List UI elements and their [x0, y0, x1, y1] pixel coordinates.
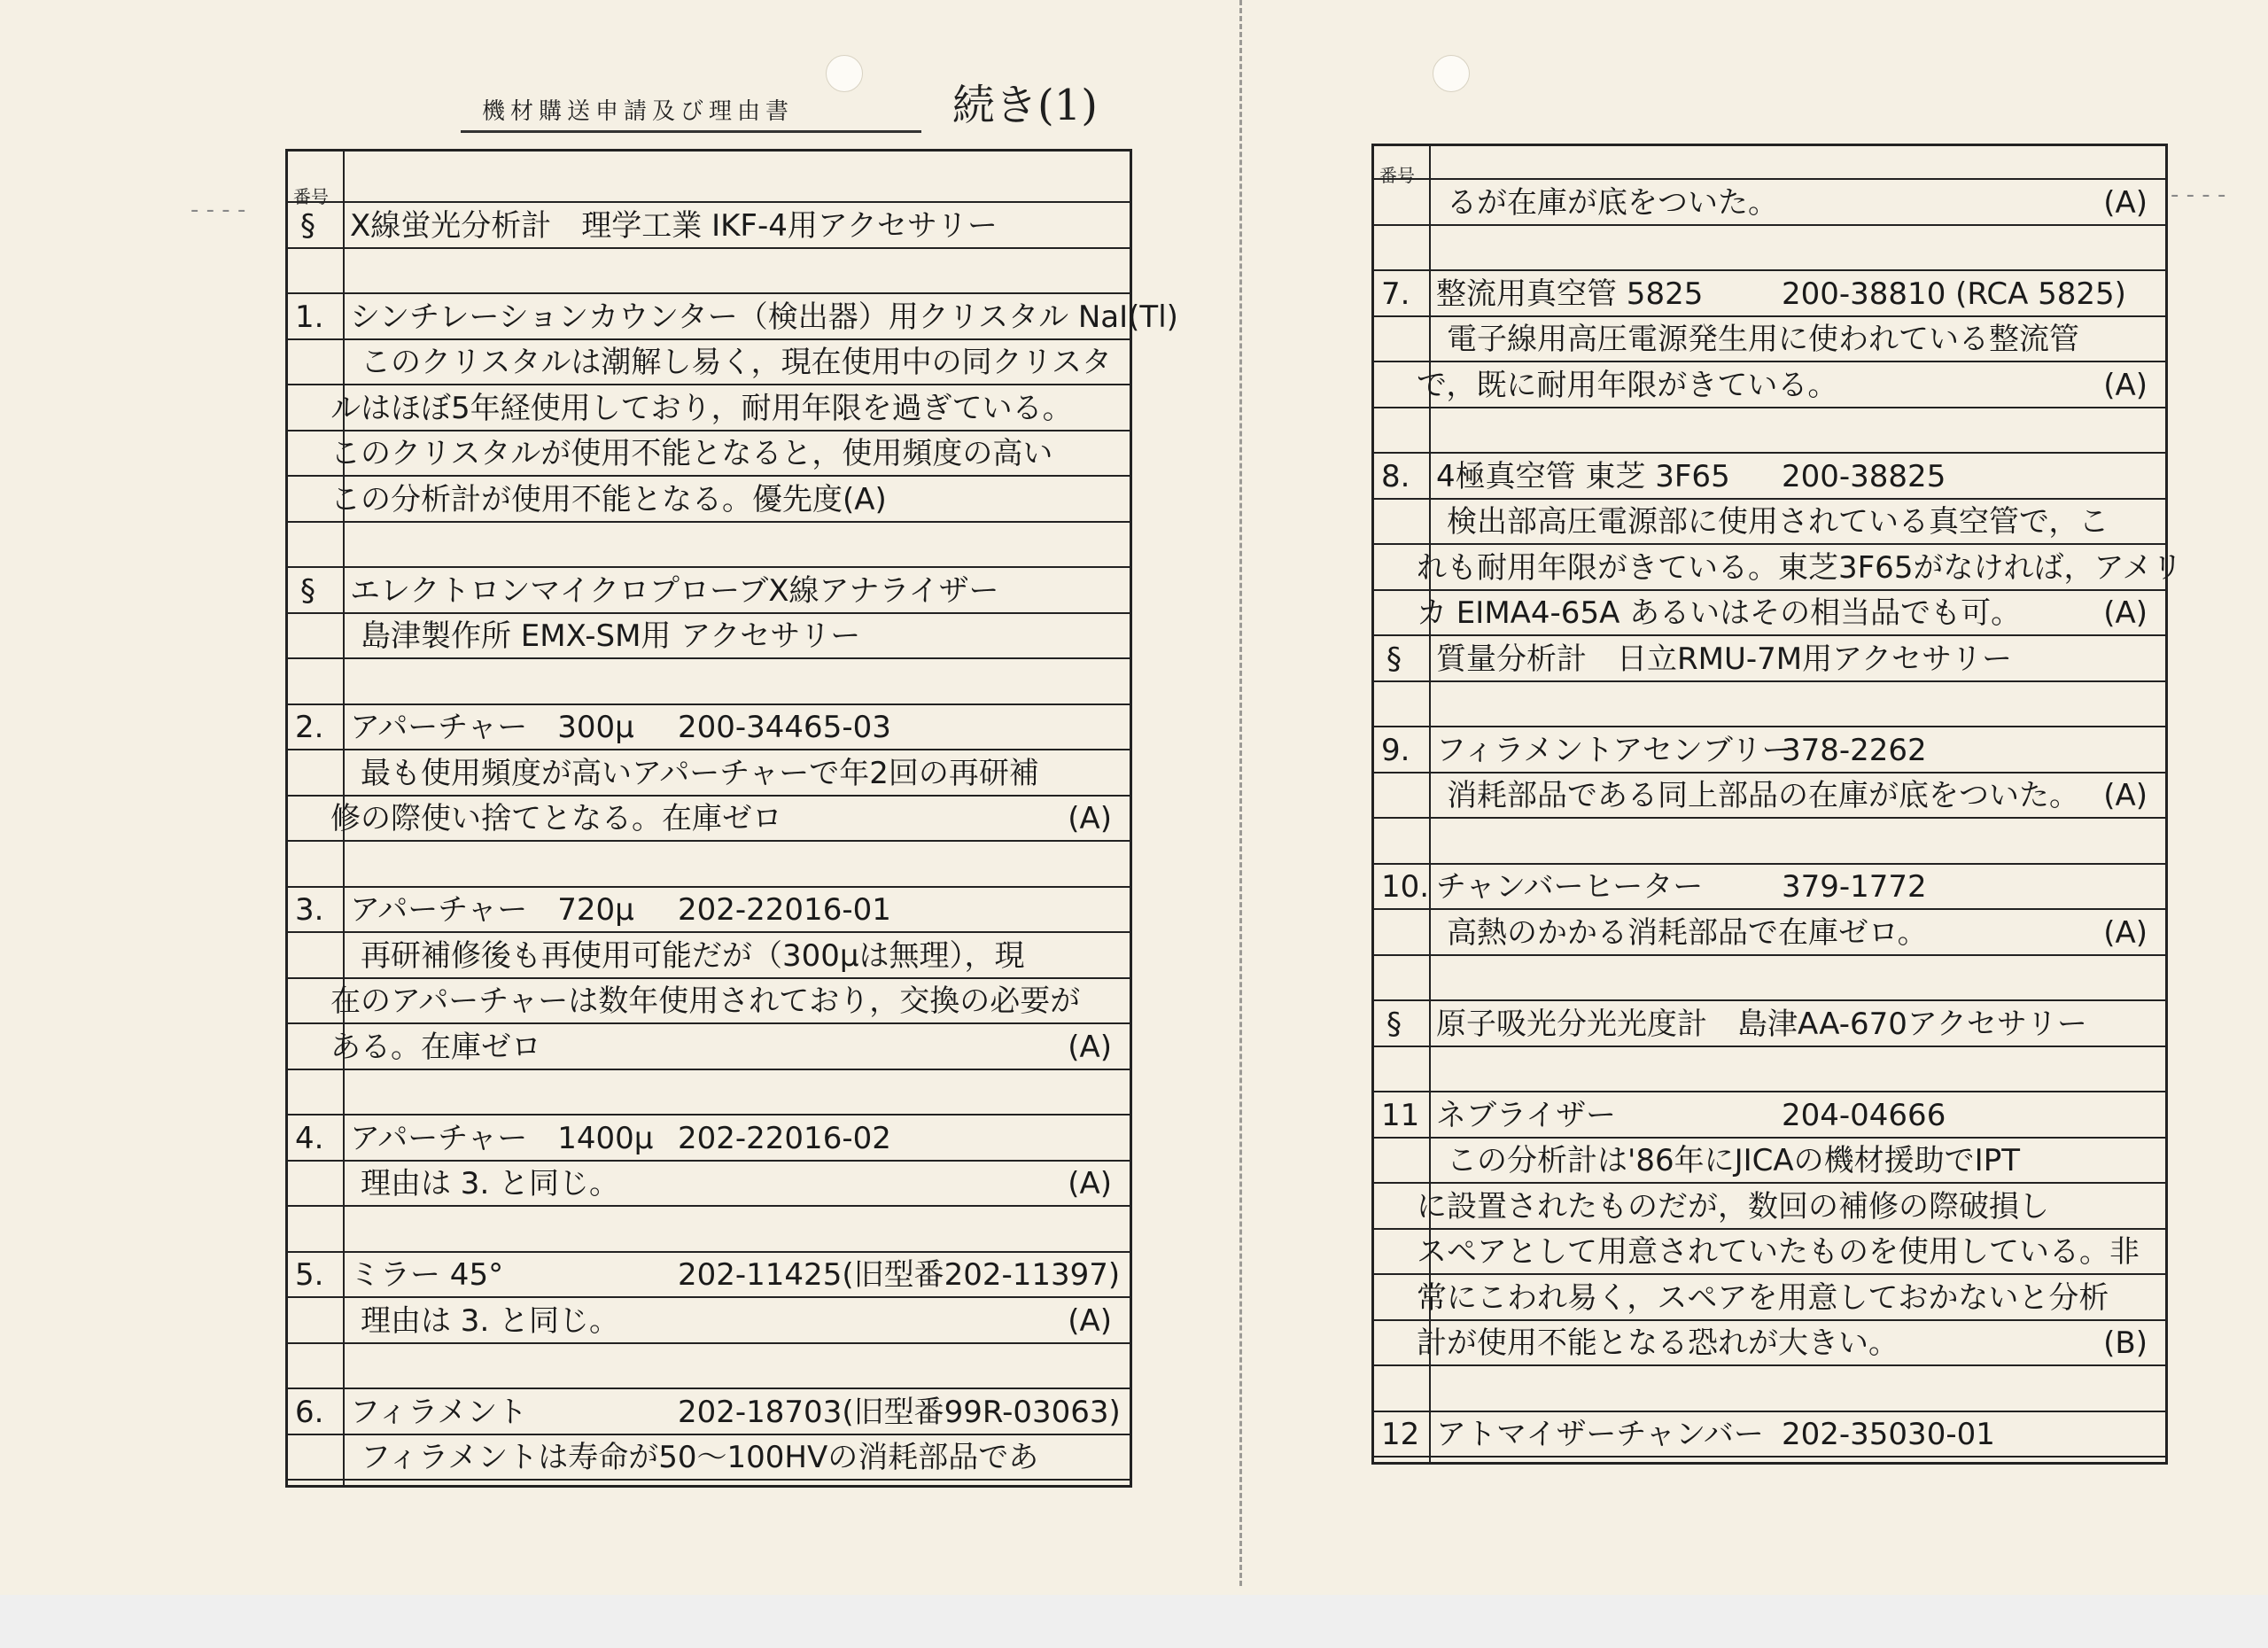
text-row: [1374, 1325, 2165, 1361]
ruled-line: [1374, 224, 2165, 226]
item-number: 10.: [1381, 869, 1430, 906]
priority-mark: (A): [2103, 367, 2148, 403]
priority-mark: (A): [2103, 914, 2148, 951]
ruled-line: [1374, 452, 2165, 454]
ruled-line: [288, 1205, 1130, 1207]
ruled-line: [288, 1160, 1130, 1162]
item-number: 1.: [295, 299, 324, 335]
line-text: フィラメントは寿命が50～100HVの消耗部品であ: [361, 1440, 1039, 1476]
item-row: [288, 892, 1130, 928]
ruled-line: [1374, 1091, 2165, 1092]
line-text: アパーチャー 1400μ: [350, 1120, 654, 1156]
item-number: 2.: [295, 710, 324, 746]
line-text: 修の際使い捨てとなる。在庫ゼロ: [330, 801, 782, 837]
form-title: 機材購送申請及び理由書: [482, 98, 795, 125]
text-row: [288, 1030, 1130, 1065]
ruled-line: [288, 1388, 1130, 1389]
ruled-line: [288, 1251, 1130, 1253]
ruled-line: [1374, 999, 2165, 1001]
line-text: 検出部高圧電源部に使用されている真空管で，こ: [1447, 504, 2109, 540]
text-row: [1374, 595, 2165, 631]
text-row: [288, 527, 1130, 563]
text-row: [1374, 687, 2165, 722]
line-text: 在のアパーチャーは数年使用されており，交換の必要が: [330, 983, 1081, 1020]
line-text: カ EIMA4-65A あるいはその相当品でも可。: [1417, 595, 2022, 632]
ruled-line: [288, 1296, 1130, 1298]
line-text: 最も使用頻度が高いアパーチャーで年2回の再研補: [361, 755, 1039, 791]
item-number: 3.: [295, 892, 324, 929]
text-row: [288, 1075, 1130, 1110]
item-number: 12: [1381, 1417, 1420, 1453]
part-number: 200-38825: [1782, 458, 1946, 494]
ruled-line: [288, 521, 1130, 523]
priority-mark: (A): [2103, 595, 2148, 632]
line-text: 原子吸光分光光度計 島津AA-670アクセサリー: [1436, 1006, 2087, 1042]
item-number: §: [300, 207, 315, 244]
priority-mark: (A): [1068, 1029, 1112, 1065]
section-row: [288, 573, 1130, 609]
line-text: 4極真空管 東芝 3F65: [1436, 458, 1730, 494]
part-number: 200-38810 (RCA 5825): [1782, 276, 2126, 312]
ruled-line: [288, 840, 1130, 842]
text-row: [288, 665, 1130, 700]
item-number: 7.: [1381, 276, 1410, 312]
priority-mark: (A): [2103, 184, 2148, 221]
text-row: [1374, 960, 2165, 996]
text-row: [1374, 230, 2165, 266]
ruled-line: [288, 886, 1130, 888]
line-text: ネブライザー: [1436, 1097, 1616, 1133]
text-row: [1374, 1052, 2165, 1087]
priority-mark: (A): [2103, 778, 2148, 814]
ruled-line: [288, 338, 1130, 340]
ruled-line: [288, 1022, 1130, 1024]
item-row: [1374, 1098, 2165, 1133]
text-row: [288, 1440, 1130, 1475]
ruled-line: [288, 201, 1130, 203]
ruled-line: [288, 292, 1130, 294]
ruled-line: [288, 566, 1130, 568]
item-number: 6.: [295, 1394, 324, 1430]
line-text: このクリスタルが使用不能となると，使用頻度の高い: [330, 436, 1053, 472]
text-row: [1374, 824, 2165, 859]
priority-mark: (A): [1068, 1166, 1112, 1202]
ruled-line: [1374, 315, 2165, 317]
part-number: 204-04666: [1782, 1097, 1946, 1133]
ruled-line: [288, 704, 1130, 705]
line-text: 質量分析計 日立RMU-7M用アクセサリー: [1436, 641, 2013, 677]
ruled-line: [1374, 1182, 2165, 1184]
ruled-line: [288, 430, 1130, 431]
line-text: X線蛍光分析計 理学工業 IKF-4用アクセサリー: [350, 207, 998, 244]
part-number: 202-35030-01: [1782, 1417, 1995, 1453]
line-text: シンチレーションカウンター（検出器）用クリスタル NaI(Tl): [350, 299, 1178, 335]
line-text: 高熱のかかる消耗部品で在庫ゼロ。: [1447, 914, 1928, 951]
line-text: アトマイザーチャンバー: [1436, 1417, 1764, 1453]
line-text: ミラー 45°: [350, 1257, 504, 1294]
left-form-sheet: [285, 149, 1178, 1488]
scanner-bed-edge: [0, 1595, 2268, 1648]
part-number: 202-22016-01: [678, 892, 891, 929]
part-number: 378-2262: [1782, 732, 1927, 768]
line-text: 理由は 3. と同じ。: [361, 1166, 620, 1202]
ruled-line: [1374, 863, 2165, 865]
ruled-line: [1374, 407, 2165, 408]
line-text: で，既に耐用年限がきている。: [1417, 367, 1838, 403]
line-text: るが在庫が底をついた。: [1447, 184, 1778, 221]
priority-mark: (B): [2103, 1325, 2148, 1362]
item-number: §: [1386, 1006, 1402, 1042]
text-row: [288, 436, 1130, 471]
ruled-line: [1374, 269, 2165, 271]
item-number: 9.: [1381, 732, 1410, 768]
text-row: [1374, 549, 2183, 586]
right-form-sheet: [1371, 144, 2183, 1465]
ruled-line: [1374, 1411, 2165, 1412]
item-number: §: [300, 572, 315, 609]
item-row: [288, 1121, 1130, 1156]
ruled-line: [288, 795, 1130, 797]
section-row: [1374, 1007, 2165, 1042]
text-row: [288, 983, 1130, 1019]
punch-hole-right: [1433, 55, 1470, 92]
line-text: 理由は 3. と同じ。: [361, 1302, 620, 1339]
center-fold-line: [1239, 0, 1242, 1586]
text-row: [288, 1212, 1130, 1248]
section-row: [288, 208, 1130, 244]
text-row: [288, 938, 1130, 974]
ruled-line: [288, 475, 1130, 477]
line-text: この分析計が使用不能となる。優先度(A): [330, 481, 887, 517]
ruled-line: [288, 1479, 1130, 1481]
section-row: [1374, 641, 2165, 677]
text-row: [1374, 778, 2165, 813]
text-row: [1374, 1372, 2165, 1407]
ruled-line: [1374, 1364, 2165, 1366]
ruled-line: [1374, 178, 2165, 180]
line-text: エレクトロンマイクロプローブX線アナライザー: [350, 572, 999, 609]
item-row: [1374, 1417, 2165, 1452]
ruled-line: [1374, 772, 2165, 773]
item-row: [288, 1257, 1130, 1293]
line-text: 消耗部品である同上部品の在庫が底をついた。: [1447, 778, 2079, 814]
text-row: [288, 1303, 1130, 1339]
text-row: [1374, 185, 2165, 221]
ruled-line: [1374, 1273, 2165, 1275]
text-row: [1374, 504, 2165, 540]
item-row: [288, 1395, 1130, 1430]
ruled-line: [288, 749, 1130, 750]
ruled-line: [288, 1434, 1130, 1435]
ruled-line: [1374, 680, 2165, 682]
ruled-line: [288, 612, 1130, 614]
item-row: [1374, 733, 2165, 768]
ruled-line: [1374, 954, 2165, 956]
text-row: [288, 801, 1130, 836]
ruled-line: [1374, 726, 2165, 727]
line-text: に設置されたものだが，数回の補修の際破損し: [1417, 1188, 2049, 1224]
ruled-line: [288, 1342, 1130, 1344]
text-row: [1374, 1143, 2165, 1178]
ruled-line: [1374, 1228, 2165, 1230]
ruled-line: [288, 247, 1130, 249]
text-row: [1374, 915, 2165, 951]
part-number: 202-11425(旧型番202-11397): [678, 1257, 1121, 1294]
item-row: [288, 299, 1178, 335]
priority-mark: (A): [1068, 801, 1112, 837]
ruled-line: [288, 657, 1130, 659]
ruled-line: [288, 977, 1130, 979]
text-row: [288, 345, 1130, 380]
ruled-line: [1374, 361, 2165, 362]
text-row: [1374, 1189, 2165, 1224]
ruled-line: [1374, 543, 2165, 545]
text-row: [1374, 1234, 2165, 1270]
form-title-block: [461, 75, 921, 133]
item-row: [1374, 459, 2165, 494]
text-row: [288, 391, 1130, 426]
part-number: 202-22016-02: [678, 1120, 891, 1156]
text-row: [288, 482, 1130, 517]
line-text: ある。在庫ゼロ: [330, 1029, 541, 1065]
text-row: [1374, 413, 2165, 448]
item-row: [288, 710, 1130, 745]
line-text: フィラメントアセンブリー: [1436, 732, 1792, 768]
text-row: [288, 756, 1130, 791]
line-text: このクリスタルは潮解し易く，現在使用中の同クリスタ: [361, 345, 1112, 381]
line-text: 島津製作所 EMX-SM用 アクセサリー: [361, 618, 861, 655]
continuation-label: 続き(1): [952, 81, 1098, 130]
number-column-header: 番号: [293, 186, 329, 207]
line-text: 計が使用不能となる恐れが大きい。: [1417, 1325, 1899, 1362]
line-text: ルはほぼ5年経使用しており，耐用年限を過ぎている。: [330, 390, 1073, 426]
line-text: この分析計は'86年にJICAの機材援助でIPT: [1447, 1143, 2020, 1179]
part-number: 202-18703(旧型番99R-03063): [678, 1394, 1121, 1430]
text-row: [288, 847, 1130, 882]
item-number: 4.: [295, 1120, 324, 1156]
ruled-line: [288, 384, 1130, 385]
item-number: 5.: [295, 1257, 324, 1294]
margin-mark: - - - -: [190, 197, 246, 223]
text-row: [1374, 322, 2165, 357]
ruled-line: [1374, 908, 2165, 910]
ruled-line: [1374, 589, 2165, 591]
ruled-line: [1374, 1137, 2165, 1139]
line-text: アパーチャー 300μ: [350, 710, 634, 746]
item-number: §: [1386, 641, 1402, 677]
ruled-line: [1374, 634, 2165, 636]
number-column-header: 番号: [1379, 165, 1415, 186]
text-row: [288, 1166, 1130, 1201]
line-text: 再研補修後も再使用可能だが（300μは無理），現: [361, 937, 1025, 974]
text-row: [288, 618, 1130, 654]
item-number: 8.: [1381, 458, 1410, 494]
ruled-line: [288, 931, 1130, 933]
line-text: アパーチャー 720μ: [350, 892, 634, 929]
ruled-line: [1374, 1456, 2165, 1458]
line-text: 電子線用高圧電源発生用に使われている整流管: [1447, 322, 2079, 358]
item-row: [1374, 276, 2165, 312]
part-number: 200-34465-03: [678, 710, 891, 746]
part-number: 379-1772: [1782, 869, 1927, 906]
text-row: [1374, 1280, 2165, 1316]
line-text: れも耐用年限がきている。東芝3F65がなければ，アメリ: [1417, 549, 2183, 586]
ruled-line: [288, 1069, 1130, 1070]
margin-mark: - - - -: [2171, 182, 2226, 208]
line-text: チャンバーヒーター: [1436, 869, 1704, 906]
ruled-line: [1374, 498, 2165, 500]
ruled-line: [288, 1114, 1130, 1116]
line-text: 常にこわれ易く，スペアを用意しておかないと分析: [1417, 1279, 2109, 1316]
line-text: スペアとして用意されていたものを使用している。非: [1417, 1234, 2140, 1271]
text-row: [1374, 368, 2165, 403]
priority-mark: (A): [1068, 1302, 1112, 1339]
line-text: フィラメント: [350, 1394, 528, 1430]
item-number: 11: [1381, 1097, 1420, 1133]
ruled-line: [1374, 817, 2165, 819]
text-row: [288, 1349, 1130, 1384]
ruled-line: [1374, 1319, 2165, 1321]
text-row: [288, 253, 1130, 289]
line-text: 整流用真空管 5825: [1436, 276, 1704, 312]
ruled-line: [1374, 1046, 2165, 1047]
item-row: [1374, 869, 2165, 905]
